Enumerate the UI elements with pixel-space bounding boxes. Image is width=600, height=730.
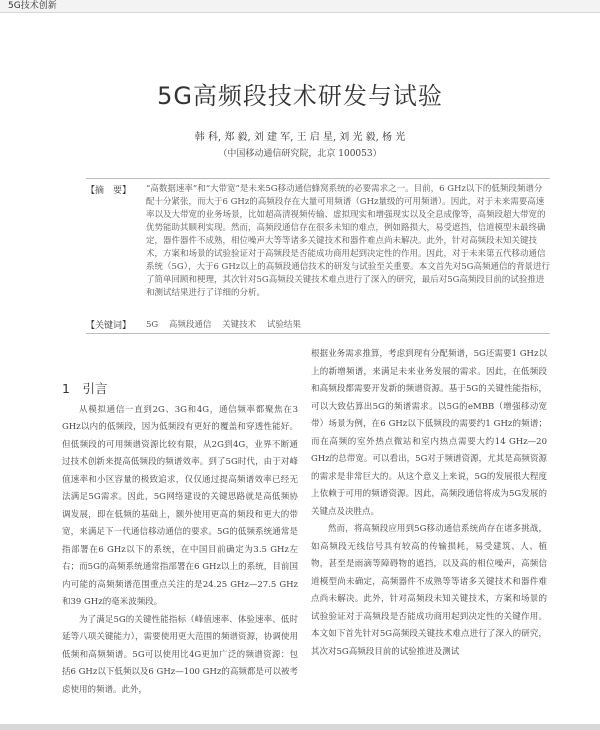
right-column (311, 346, 547, 661)
paragraph: 为了满足5G的关键性能指标（峰值速率、体验速率、低时延等八项关键能力），需要使用更大范围的频谱资源，协调使用低频和高频频谱。5G可以使用比4G更加广泛的频谱资源：包括6 GHz以下低频以及6 GHz—100 GHz的高频都是可以被考虑使用的频谱。此外， (62, 614, 298, 695)
abstract-top-rule (86, 178, 550, 179)
footer-band (0, 724, 600, 730)
keywords-list (146, 318, 309, 330)
paragraph: 从模拟通信一直到2G、3G和4G，通信频率都聚焦在3 GHz以内的低频段，因为低频段有更好的覆盖和穿透性能好。但低频段的可用频谱资源比较有限，从2G到4G，业界不断通过技术创新来提高低频段的频谱效率。到了5G时代，由于对峰值速率和小区容量的极致追求，仅仅通过提高频谱效率已经无法满足5G需求。因此，5G网络建设的关键思路就是高低频协调发展，即在低频的基础上，额外使用更高的频段和更大的带宽，来满足下一代通信移动通信的要求。5G的低频系统通常是指部署在6 GHz以下的系统，在中国目前确定为3.5 GHz左右；而5G的高频系统通常指部署在6 GHz以上的系统，目前国内可能的高频频谱范围重点关注的是24.25 GHz—27.5 GHz和39 GHz的毫米波频段。 (62, 404, 298, 607)
keyword: 关键技术 (222, 320, 257, 330)
abstract-text: “高数据速率”和“大带宽”是未来5G移动通信蜂窝系统的必要需求之一。目前，6 GHz以下的低频段频谱分配十分紧张，而大于6 GHz的高频段存在大量可用频谱（GHz量级的可用频谱）。因此，对于未来需要高速率以及大带宽的业务场景，比如超高清视频传输、虚拟现实和增强现实以及全息成像等，高频段超大带宽的优势能助其顺利实现。然而，高频段通信存在很多未知的难点，例如路损大，易受遮挡，信道模型未最终确定，器件器件不成熟，相位噪声大等等诸多关键技术和器件难点尚未解决。此外，针对高频段未知关键技术，方案和场景的试验验证对于高频段是否能成功商用起到决定性的作用。因此，对于未来第五代移动通信系统（5G），大于6 GHz以上的高频段通信技术的研发与试验至关重要。本文首先对5G高频通信的背景进行了简单回顾和梗理，其次针对5G高频段关键技术难点进行了深入的研究，最后对5G高频段目前的试验推进和测试结果进行了详细的分析。 (146, 184, 550, 298)
paper-title: 5G高频段技术研发与试验 (157, 82, 443, 110)
paragraph: 根据业务需求推算，考虑到现有分配频谱，5G还需要1 GHz以上的新增频谱，来满足未来业务发展的需求。因此，在低频段和高频段都需要开发新的频谱资源。基于5G的关键性能指标，可以大致估算出5G的频谱需求。以5G的eMBB（增强移动宽带）场景为例，在6 GHz以下低频段的需要约1 GHz的频谱；而在高频的室外热点微站和室内热点需要大约14 GHz—20 GHz的总带宽。可以看出，5G对于频谱资源，尤其是高频资源的需求是非常巨大的。从这个意义上来说，5G的发展很大程度上依赖于可用的频谱资源。因此，高频段通信将成为5G发展的关键点及决胜点。 (311, 349, 547, 517)
abstract-label: 【摘 要】 (86, 186, 132, 196)
keyword: 5G (146, 320, 159, 330)
section-heading: 1 引言 (62, 381, 108, 396)
header-band (0, 0, 600, 13)
authors: 韩 科, 郑 毅, 刘 建 军, 王 启 星, 刘 光 毅, 杨 光 (194, 132, 406, 143)
keywords-label: 【关键词】 (86, 321, 132, 331)
paragraph: 然而，将高频段应用到5G移动通信系统尚存在诸多挑战，如高频段无线信号具有较高的传输损耗，易受建筑、人、植物，甚至是雨滴等障碍物的遮挡，以及高的相位噪声，高频信道模型尚未确定，高频器件不成熟等等诸多关键技术和器件难点尚未解决。此外，针对高频段未知关键技术，方案和场景的试验验证对于高频段是否能成功商用起到决定性的关键作用。本文如下首先针对5G高频段关键技术难点进行了深入的研究，其次对5G高频段目前的试验推进及测试 (311, 524, 547, 657)
section-tag: 5G技术创新 (8, 1, 57, 11)
left-column (62, 346, 298, 699)
abstract-bottom-rule (86, 333, 550, 334)
affiliation: （中国移动通信研究院，北京 100053） (218, 149, 382, 159)
keyword: 高频段通信 (168, 320, 212, 330)
keyword: 试验结果 (266, 320, 301, 330)
